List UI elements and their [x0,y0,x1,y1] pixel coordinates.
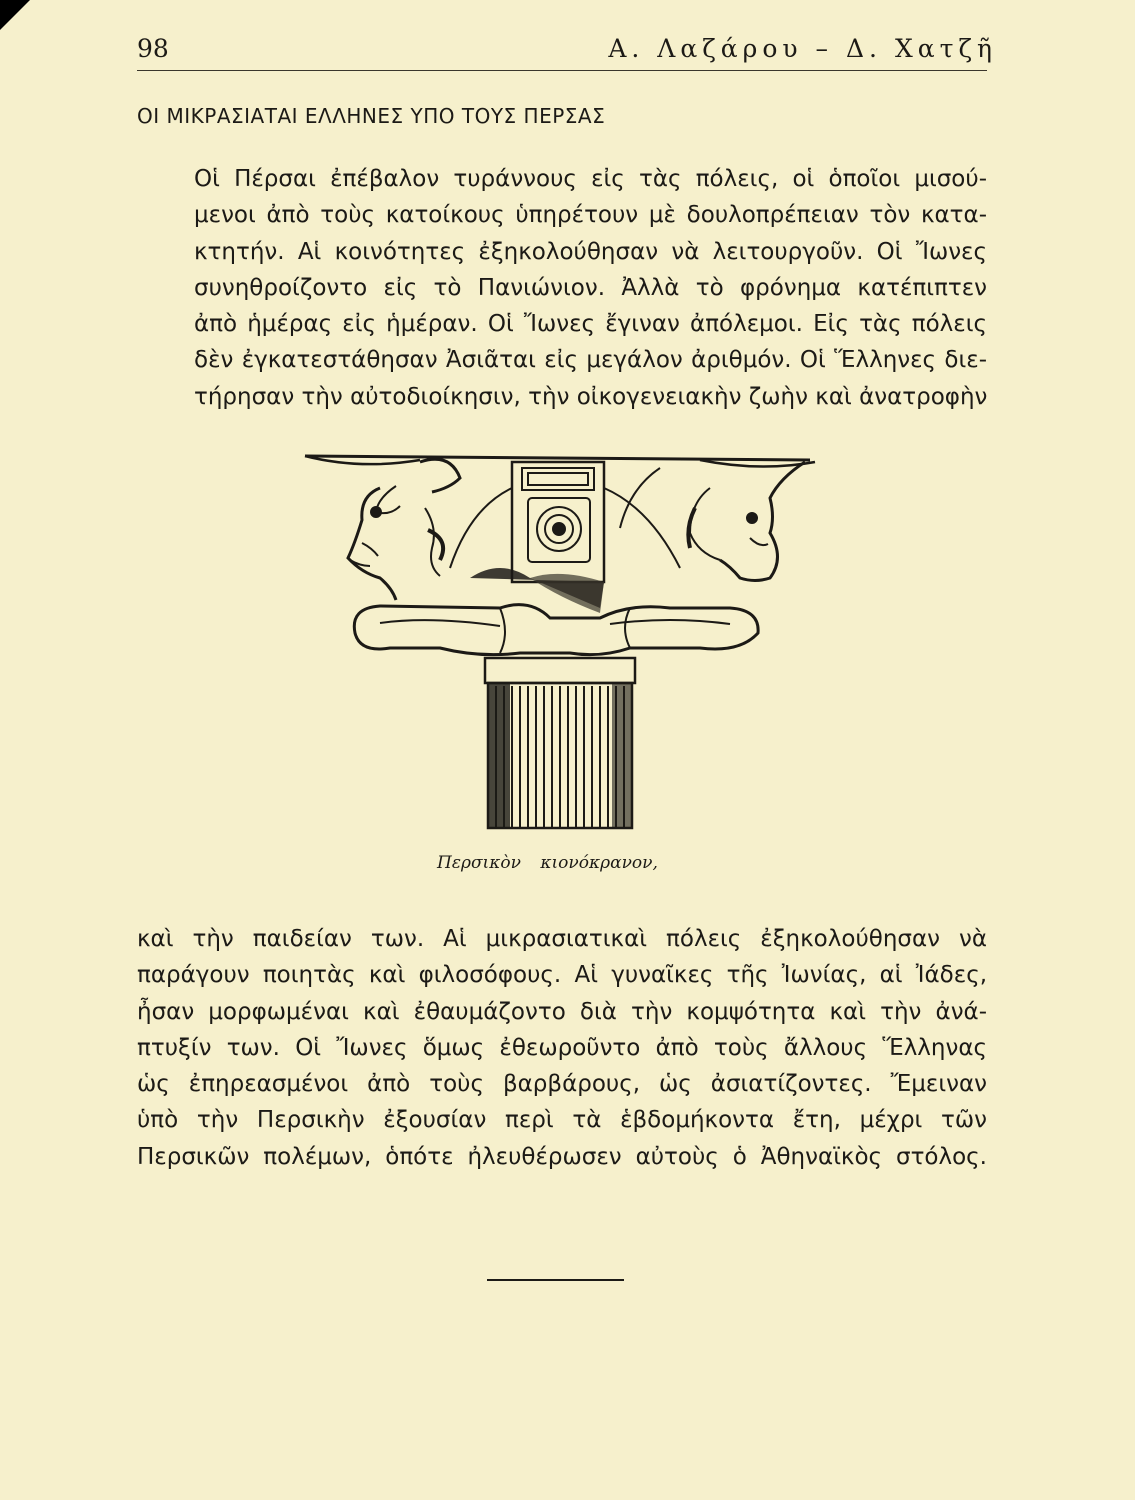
paragraph-line: τήρησαν τὴν αὐτοδιοίκησιν, τὴν οἰκογενειακὴν ζωὴν καὶ ἀνατροφὴν [194,383,988,410]
persian-capital-illustration [300,448,820,833]
paragraph-line: ἦσαν μορφωμέναι καὶ ἐθαυμάζοντο διὰ τὴν κομψότητα καὶ τὴν ἀνά- [137,998,987,1025]
paragraph-line: πτυξίν των. Οἱ Ἴωνες ὅμως ἐθεωροῦντο ἀπὸ τοὺς ἄλλους Ἕλληνας [137,1034,987,1061]
paragraph-line: μενοι ἀπὸ τοὺς κατοίκους ὑπηρέτουν μὲ δουλοπρέπειαν τὸν κατα- [194,202,987,229]
paragraph-line: ὑπὸ τὴν Περσικὴν ἐξουσίαν περὶ τὰ ἑβδομήκοντα ἔτη, μέχρι τῶν [137,1107,987,1134]
paragraph-1 [137,161,987,415]
chapter-title: ΟΙ ΜΙΚΡΑΣΙΑΤΑΙ ΕΛΛΗΝΕΣ ΥΠΟ ΤΟΥΣ ΠΕΡΣΑΣ [137,104,606,128]
header-rule [137,70,987,71]
paragraph-line: κτητήν. Αἱ κοινότητες ἐξηκολούθησαν νὰ λειτουργοῦν. Οἱ Ἴωνες [194,238,987,265]
paragraph-line: ὡς ἐπηρεασμένοι ἀπὸ τοὺς βαρβάρους, ὡς ἀσιατίζοντες. Ἔμειναν [137,1071,987,1098]
paragraph-line: δὲν ἐγκατεστάθησαν Ἀσιᾶται εἰς μεγάλον ἀριθμόν. Οἱ Ἕλληνες διε- [194,347,987,374]
paragraph-line: Οἱ Πέρσαι ἐπέβαλον τυράννους εἰς τὰς πόλεις, οἱ ὁποῖοι μισού- [194,166,987,192]
figure-caption: Περσικὸν κιονόκρανον, [437,853,658,873]
paragraph-line: καὶ τὴν παιδείαν των. Αἱ μικρασιατικαὶ πόλεις ἐξηκολούθησαν νὰ [137,926,987,952]
paragraph-line: ἀπὸ ἡμέρας εἰς ἡμέραν. Οἱ Ἴωνες ἔγιναν ἀπόλεμοι. Εἰς τὰς πόλεις [194,311,987,338]
running-head: Α. Λαζάρου – Δ. Χατζῆ [608,34,997,63]
end-rule [487,1279,624,1281]
paragraph-2 [137,921,987,1175]
page-number: 98 [137,34,169,63]
scan-corner [0,0,30,30]
paragraph-line: παράγουν ποιητὰς καὶ φιλοσόφους. Αἱ γυναῖκες τῆς Ἰωνίας, αἱ Ἰάδες, [137,962,987,989]
paragraph-line: συνηθροίζοντο εἰς τὸ Πανιώνιον. Ἀλλὰ τὸ φρόνημα κατέπιπτεν [194,274,987,301]
paragraph-line: Περσικῶν πολέμων, ὁπότε ἠλευθέρωσεν αὐτοὺς ὁ Ἀθηναϊκὸς στόλος. [137,1143,987,1170]
